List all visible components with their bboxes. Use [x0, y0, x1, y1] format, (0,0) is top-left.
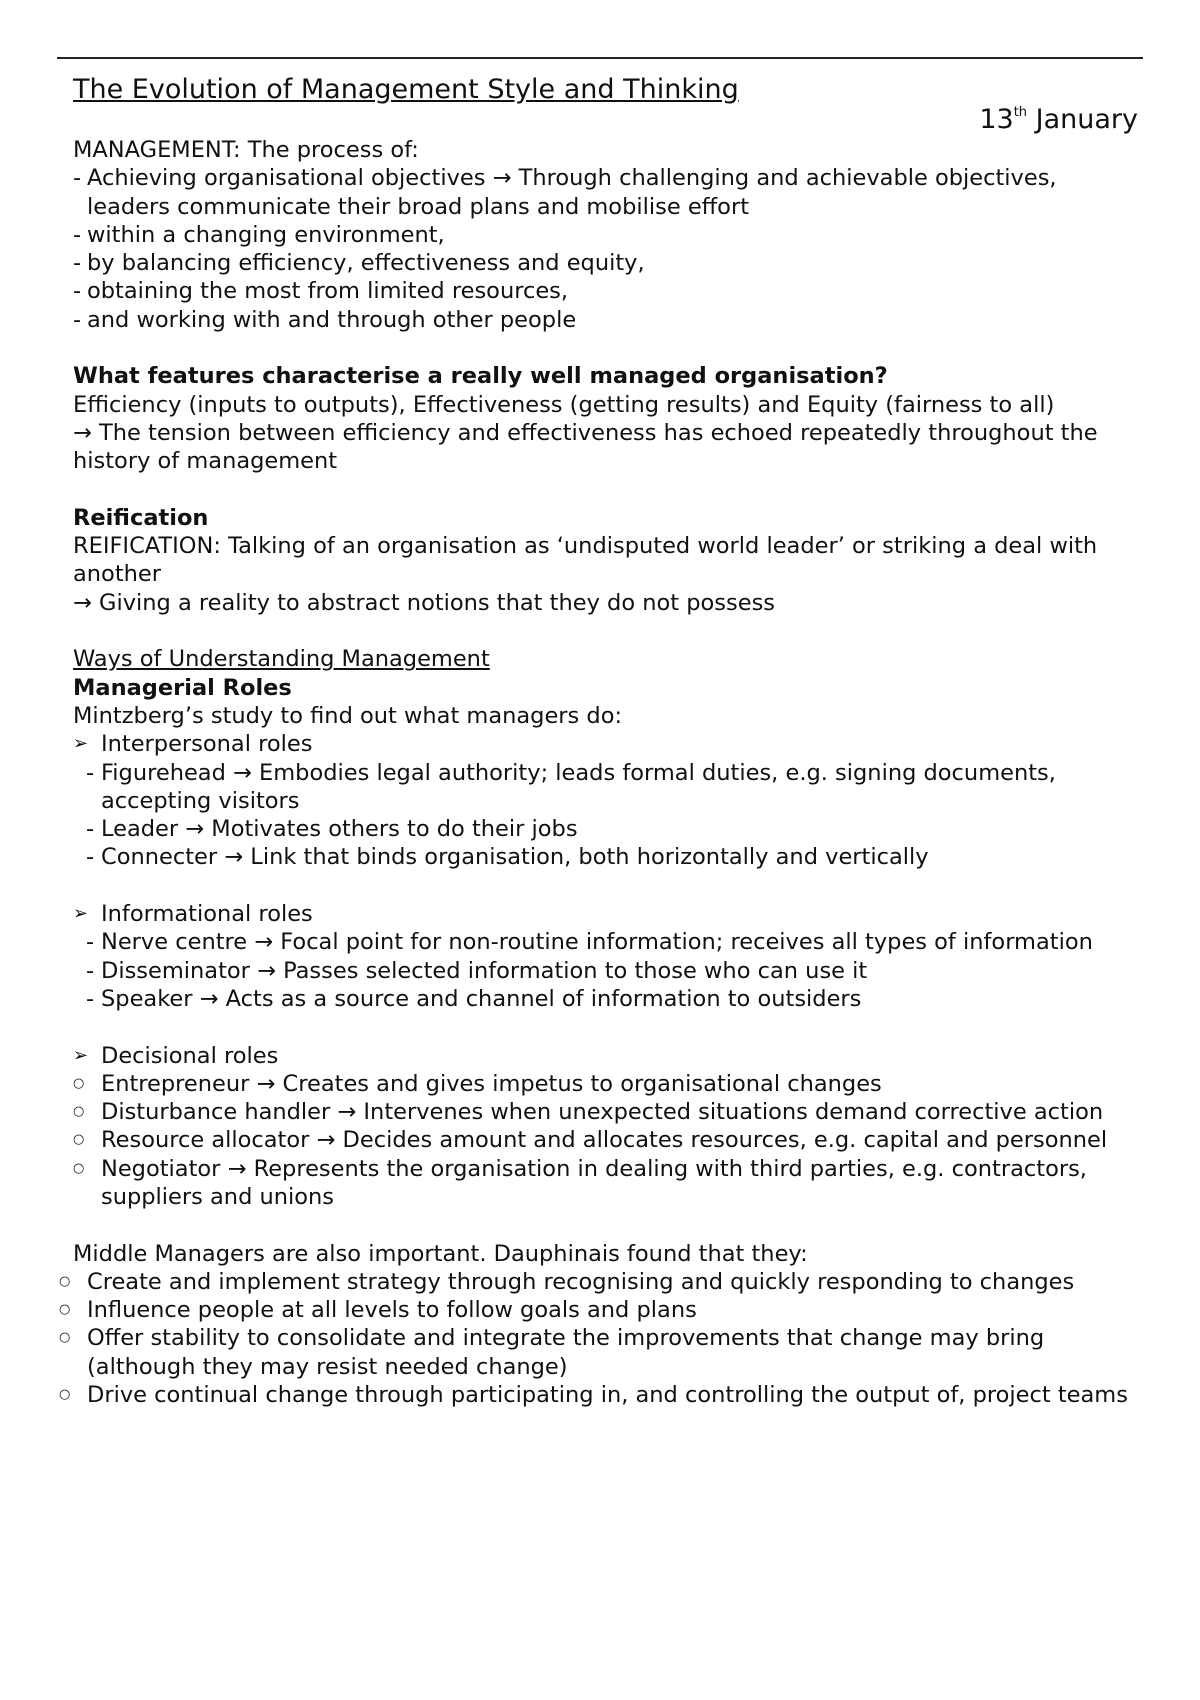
- list-item: - Disseminator → Passes selected information to those who can use it: [73, 957, 1133, 985]
- list-item: ○ Entrepreneur → Creates and gives impetus to organisational changes: [73, 1070, 1133, 1098]
- interpersonal-roles-label: ➢ Interpersonal roles: [73, 730, 1133, 758]
- management-list: [73, 164, 1133, 334]
- decisional-roles-label: ➢ Decisional roles: [73, 1042, 1133, 1070]
- features-note: → The tension between efficiency and effectiveness has echoed repeatedly throughout the history of management: [73, 419, 1098, 475]
- list-item: - and working with and through other people: [73, 306, 1133, 334]
- list-item: ○ Resource allocator → Decides amount and allocates resources, e.g. capital and personnel: [73, 1126, 1133, 1154]
- date-month: January: [1035, 104, 1138, 135]
- management-definition: MANAGEMENT: The process of:: [73, 137, 419, 163]
- informational-list: [73, 928, 1133, 1013]
- date-day: 13: [979, 104, 1014, 135]
- list-item: - Connecter → Link that binds organisation, both horizontally and vertically: [73, 843, 1133, 871]
- interpersonal-list: [73, 759, 1133, 872]
- list-item: ○ Drive continual change through participating in, and controlling the output of, project teams: [73, 1381, 1133, 1409]
- list-item: ○ Create and implement strategy through recognising and quickly responding to changes: [73, 1268, 1133, 1296]
- page-title: The Evolution of Management Style and Thinking: [73, 74, 739, 105]
- document-page: [73, 70, 1138, 1409]
- list-item: - Achieving organisational objectives → Through challenging and achievable objectives, leaders communicate their broad plans and mobilise effort: [73, 164, 1133, 221]
- list-item: - Nerve centre → Focal point for non-routine information; receives all types of information: [73, 928, 1133, 956]
- list-item: - within a changing environment,: [73, 221, 1133, 249]
- ways-heading: Ways of Understanding Management: [73, 646, 490, 673]
- informational-roles-label: ➢ Informational roles: [73, 900, 1133, 928]
- top-rule: [57, 57, 1143, 59]
- list-item: - obtaining the most from limited resources,: [73, 277, 1133, 305]
- date-suffix: th: [1013, 105, 1028, 120]
- features-text: Efficiency (inputs to outputs), Effectiveness (getting results) and Equity (fairness to all): [73, 391, 1055, 418]
- list-item: - Leader → Motivates others to do their jobs: [73, 815, 1133, 843]
- list-item: ○ Negotiator → Represents the organisation in dealing with third parties, e.g. contractors, suppliers and unions: [73, 1155, 1133, 1212]
- list-item: ○ Offer stability to consolidate and integrate the improvements that change may bring (although they may resist needed change): [73, 1324, 1133, 1381]
- list-item: - Figurehead → Embodies legal authority; leads formal duties, e.g. signing documents, accepting visitors: [73, 759, 1133, 816]
- list-item: - Speaker → Acts as a source and channel of information to outsiders: [73, 985, 1133, 1013]
- mintzberg-intro: Mintzberg’s study to find out what managers do:: [73, 702, 623, 729]
- date: [73, 104, 1138, 136]
- reification-note: → Giving a reality to abstract notions that they do not possess: [73, 589, 776, 616]
- features-heading: What features characterise a really well managed organisation?: [73, 363, 888, 390]
- list-item: ○ Disturbance handler → Intervenes when unexpected situations demand corrective action: [73, 1098, 1133, 1126]
- list-item: - by balancing efficiency, effectiveness and equity,: [73, 249, 1133, 277]
- managerial-roles-heading: Managerial Roles: [73, 674, 292, 701]
- decisional-list: [73, 1070, 1133, 1211]
- reification-text: REIFICATION: Talking of an organisation as ‘undisputed world leader’ or striking a deal with another: [73, 533, 1098, 588]
- list-item: ○ Influence people at all levels to follow goals and plans: [73, 1296, 1133, 1324]
- middle-managers-intro: Middle Managers are also important. Dauphinais found that they:: [73, 1240, 808, 1267]
- reification-heading: Reification: [73, 504, 209, 531]
- middle-managers-list: [73, 1268, 1133, 1409]
